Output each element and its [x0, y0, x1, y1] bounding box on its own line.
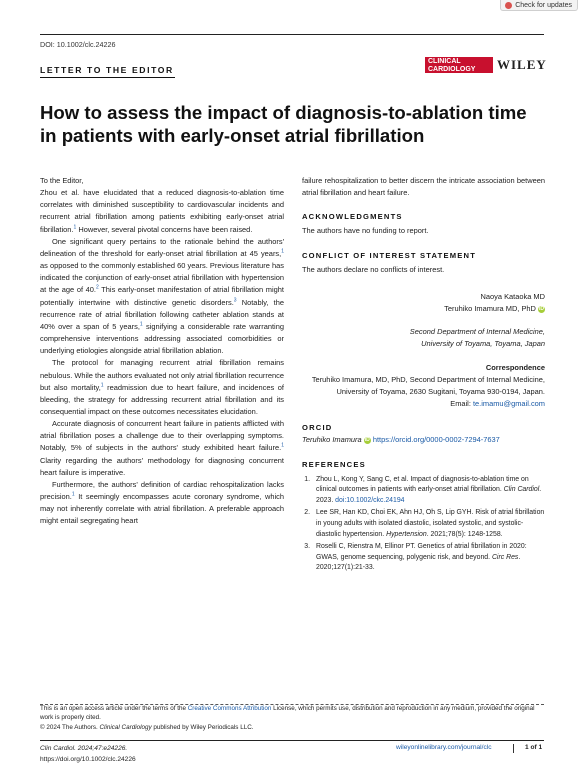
conflict-text: The authors declare no conflicts of interest. — [302, 264, 445, 274]
paragraph-3 — [40, 357, 284, 418]
affiliation-1: Second Department of Internal Medicine, — [409, 327, 545, 337]
bottom-rule — [40, 740, 544, 741]
orcid-icon[interactable]: iD — [364, 436, 370, 443]
header-rule — [40, 34, 544, 35]
ref-doi-link[interactable]: doi:10.1002/ckc.24194 — [335, 496, 405, 504]
license-link[interactable]: Creative Commons Attribution — [187, 705, 272, 712]
orcid-icon[interactable]: iD — [539, 305, 544, 312]
salutation: To the Editor, — [40, 176, 84, 185]
text: Zhou et al. have elucidated that a reduced diagnosis-to-ablation time correlates with diminished susceptibility to cardiovascular incidents and recurrent atrial fibrillation among patients exhibiting early-onset atrial fibrillation. — [40, 188, 284, 234]
text: Clinical Cardiology — [99, 723, 152, 731]
text: It seemingly encompasses acute coronary syndrome, which may not inherently correlate with atrial fibrillation. A preferable approach might entail segregating heart — [40, 492, 284, 526]
author-1: Naoya Kataoka MD — [480, 291, 545, 301]
text: readmission due to heart failure, and incidences of bleeding, the strategy for addressing recurrent atrial fibrillation and its consequential impact on these outcomes necessitates elucidation. — [40, 382, 284, 416]
text: However, several pivotal concerns have been raised. — [76, 224, 253, 234]
citation-link[interactable]: 2 — [95, 284, 99, 291]
author-2: Teruhiko Imamura MD, PhD — [444, 304, 536, 314]
ref-journal: Hypertension — [386, 530, 427, 538]
orcid-link[interactable]: https://orcid.org/0000-0002-7294-7637 — [372, 435, 500, 445]
acknowledgments-text: The authors have no funding to report. — [302, 226, 429, 236]
update-icon — [505, 2, 512, 9]
check-for-updates-button[interactable] — [500, 0, 578, 11]
citation-link[interactable]: 1 — [281, 248, 284, 255]
ref-journal: Circ Res — [491, 553, 519, 561]
reference-number: 1. — [304, 475, 310, 483]
citation-link[interactable]: 1 — [71, 491, 75, 498]
text: © 2024 The Authors. — [40, 723, 100, 731]
logo-line1: CLINICAL — [428, 58, 461, 65]
paragraph-5 — [40, 479, 284, 528]
correspondence-text: Teruhiko Imamura, MD, PhD, Second Department of Internal Medicine, University of Toyama, 2630 Sugitani, Toyama 930-0194, Japan. — [311, 374, 545, 396]
doi-url[interactable]: https://doi.org/10.1002/clc.24226 — [40, 755, 136, 763]
journal-site-link[interactable]: wileyonlinelibrary.com/journal/clc — [396, 744, 492, 751]
reference-item — [302, 508, 545, 540]
reference-item — [302, 475, 545, 507]
reference-text — [316, 475, 545, 507]
paragraph-1 — [40, 187, 284, 236]
license-line — [40, 704, 545, 723]
citation-link[interactable]: 1 — [139, 321, 143, 328]
left-column — [40, 175, 284, 528]
text: Furthermore, the authors' definition of cardiac rehospitalization lacks precision. — [40, 479, 284, 502]
ref-tail: . 2023. — [316, 486, 542, 504]
text: One significant query pertains to the rationale behind the authors' delineation of the threshold for early-onset atrial fibrillation at 45 years, — [40, 236, 284, 258]
article-type-underline — [40, 77, 175, 78]
wiley-logo[interactable]: WILEY — [497, 57, 547, 72]
ref-body: Zhou L, Kong Y, Sang C, et al. Impact of diagnosis-to-ablation time on clinical outcomes in patients with early-onset atrial fibrillation. — [316, 475, 529, 494]
text: Clarity regarding the authors' methodology for diagnosing concurrent heart failure is imperative. — [40, 455, 284, 477]
affiliation-2: University of Toyama, Toyama, Japan — [421, 339, 545, 349]
license-notice — [40, 704, 545, 732]
text: signifying a considerable rate warranting comprehensive interventions addressing associated comorbidities or underlying etiologies alongside atrial fibrillation ablation. — [40, 321, 284, 356]
right-column — [302, 175, 545, 576]
article-title: How to assess the impact of diagnosis-to-ablation time in patients with early-onset atrial fibrillation — [40, 102, 527, 146]
ref-body: Roselli C, Rienstra M, Ellinor PT. Genetics of atrial fibrillation in 2020: GWAS, genome sequencing, polygenic risk, and beyond. — [316, 543, 527, 561]
email-link[interactable]: te.imamu@gmail.com — [472, 399, 545, 409]
page-number: 1 of 1 — [525, 744, 543, 751]
reference-number: 2. — [304, 509, 310, 517]
citation-link[interactable]: 1 — [73, 224, 77, 231]
orcid-name: Teruhiko Imamura — [302, 435, 362, 445]
citation-link[interactable]: 1 — [281, 442, 284, 449]
citation-link[interactable]: 1 — [100, 382, 104, 389]
orcid-heading: ORCID — [302, 423, 333, 433]
orcid-line — [302, 434, 545, 446]
paragraph-4 — [40, 418, 284, 479]
doi-line: DOI: 10.1002/clc.24226 — [40, 40, 116, 49]
article-type: LETTER TO THE EDITOR — [40, 65, 174, 75]
paragraph-2 — [40, 236, 284, 358]
text: License, which permits use, distribution and reproduction in any medium, provided the original work is properly cited. — [40, 705, 535, 722]
email-line — [302, 398, 545, 410]
text: This is an open access article under the terms of the — [40, 705, 188, 712]
text: published by Wiley Periodicals LLC. — [151, 723, 254, 731]
correspondence-heading: Correspondence — [485, 362, 545, 372]
paragraph-continued: failure rehospitalization to better discern the intricate association between atrial fibrillation and heart failure. — [302, 176, 545, 198]
ref-body: Lee SR, Han KD, Choi EK, Ahn HJ, Oh S, Lip GYH. Risk of atrial fibrillation in young adults with isolated diastolic, isolated systolic, and systolic-diastolic hypertension. — [316, 509, 545, 538]
text: This early-onset manifestation of atrial fibrillation might potentially intertwine with distinctive genetic disorders. — [40, 285, 284, 307]
author-2-line — [302, 303, 545, 315]
ref-tail: . 2020;127(1):21-33. — [316, 553, 521, 572]
acknowledgments-heading: ACKNOWLEDGMENTS — [302, 212, 403, 222]
ref-tail: . 2021;78(5): 1248-1258. — [426, 530, 503, 538]
text: Notably, the recurrence rate of atrial fibrillation following catheter ablation stands at 40% over a span of 5 years, — [40, 297, 284, 331]
ref-journal: Clin Cardiol — [503, 486, 540, 494]
conflict-heading: CONFLICT OF INTEREST STATEMENT — [302, 250, 477, 260]
citation-info — [40, 744, 136, 765]
logo-line2: CARDIOLOGY — [428, 65, 476, 73]
reference-list — [302, 475, 545, 574]
reference-text — [316, 508, 545, 540]
reference-text — [316, 542, 545, 574]
copyright-line — [40, 723, 545, 732]
references-heading: REFERENCES — [302, 459, 366, 469]
footer-separator — [513, 744, 514, 753]
text: as opposed to the commonly established 60 years. Previous literature has indicated the conjunction of early-onset atrial fibrillation with hypertension at the age of 40. — [40, 261, 284, 295]
reference-number: 3. — [304, 543, 310, 551]
text: The protocol for managing recurrent atrial fibrillation remains nebulous. While the authors evaluated not only atrial fibrillation recurrence but also mortality, — [40, 358, 284, 392]
citation-link[interactable]: 3 — [233, 297, 237, 304]
reference-item — [302, 542, 545, 574]
email-label: Email: — [450, 399, 473, 409]
check-for-updates-label: Check for updates — [515, 1, 572, 9]
text: Accurate diagnosis of concurrent heart failure in patients afflicted with atrial fibrillation poses a challenge due to their overlapping symptoms. Notably, 5% of subjects in the authors' study exhibited heart failure. — [40, 419, 284, 453]
clinical-cardiology-logo[interactable] — [425, 57, 493, 73]
citation-line: Clin Cardiol. 2024;47:e24226. — [40, 745, 128, 752]
